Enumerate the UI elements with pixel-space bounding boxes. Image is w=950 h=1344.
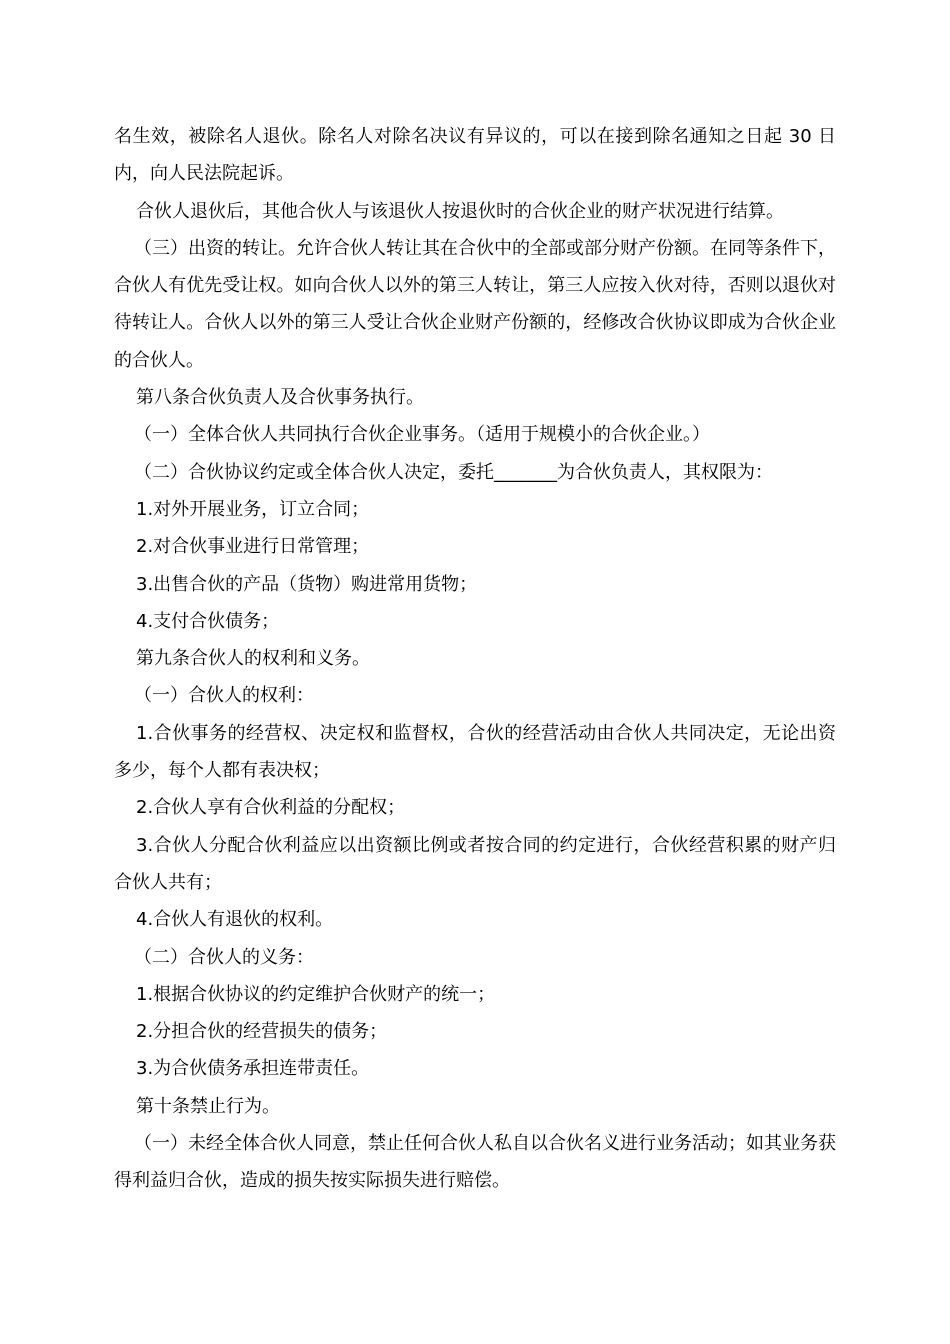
article-9-rights-item-3: 3.合伙人分配合伙利益应以出资额比例或者按合同的约定进行，合伙经营积累的财产归合伙人共有； bbox=[114, 834, 836, 893]
article-9-rights-item-1: 1.合伙事务的经营权、决定权和监督权，合伙的经营活动由合伙人共同决定，无论出资多少，每个人都有表决权； bbox=[114, 722, 836, 782]
article-8-clause-2: （二）合伙协议约定或全体合伙人决定，委托_______为合伙负责人，其权限为： bbox=[134, 461, 773, 483]
article-10-heading: 第十条禁止行为。 bbox=[136, 1095, 280, 1117]
article-8-clause-1: （一）全体合伙人共同执行合伙企业事务。（适用于规模小的合伙企业。） bbox=[134, 424, 710, 446]
article-8-heading: 第八条合伙负责人及合伙事务执行。 bbox=[136, 387, 424, 409]
article-8-item-3: 3.出售合伙的产品（货物）购进常用货物； bbox=[136, 573, 478, 595]
paragraph-withdrawal-settlement: 合伙人退伙后，其他合伙人与该退伙人按退伙时的合伙企业的财产状况进行结算。 bbox=[136, 200, 784, 222]
article-9-heading: 第九条合伙人的权利和义务。 bbox=[136, 648, 370, 670]
article-9-rights-item-2: 2.合伙人享有合伙利益的分配权； bbox=[136, 797, 406, 819]
document-body bbox=[114, 118, 836, 1200]
article-10-clause-1: （一）未经全体合伙人同意，禁止任何合伙人私自以合伙名义进行业务活动；如其业务获得利益归合伙，造成的损失按实际损失进行赔偿。 bbox=[114, 1133, 836, 1192]
paragraph-capital-transfer: （三）出资的转让。允许合伙人转让其在合伙中的全部或部分财产份额。在同等条件下，合伙人有优先受让权。如向合伙人以外的第三人转让，第三人应按入伙对待，否则以退伙对待转让人。合伙人以外的第三人受让合伙企业财产份额的，经修改合伙协议即成为合伙企业的合伙人。 bbox=[114, 237, 836, 371]
article-9-duties-item-2: 2.分担合伙的经营损失的债务； bbox=[136, 1021, 388, 1043]
article-9-duties-item-1: 1.根据合伙协议的约定维护合伙财产的统一； bbox=[136, 983, 496, 1005]
article-8-item-1: 1.对外开展业务，订立合同； bbox=[136, 498, 370, 520]
paragraph-removal-effect: 名生效，被除名人退伙。除名人对除名决议有异议的，可以在接到除名通知之日起 30 日内，向人民法院起诉。 bbox=[114, 126, 836, 185]
article-8-item-2: 2.对合伙事业进行日常管理； bbox=[136, 536, 370, 558]
article-9-duties-heading: （二）合伙人的义务： bbox=[134, 946, 314, 968]
article-9-duties-item-3: 3.为合伙债务承担连带责任。 bbox=[136, 1058, 370, 1080]
article-9-rights-item-4: 4.合伙人有退伙的权利。 bbox=[136, 909, 334, 931]
article-9-rights-heading: （一）合伙人的权利： bbox=[134, 685, 314, 707]
article-8-item-4: 4.支付合伙债务； bbox=[136, 610, 280, 632]
